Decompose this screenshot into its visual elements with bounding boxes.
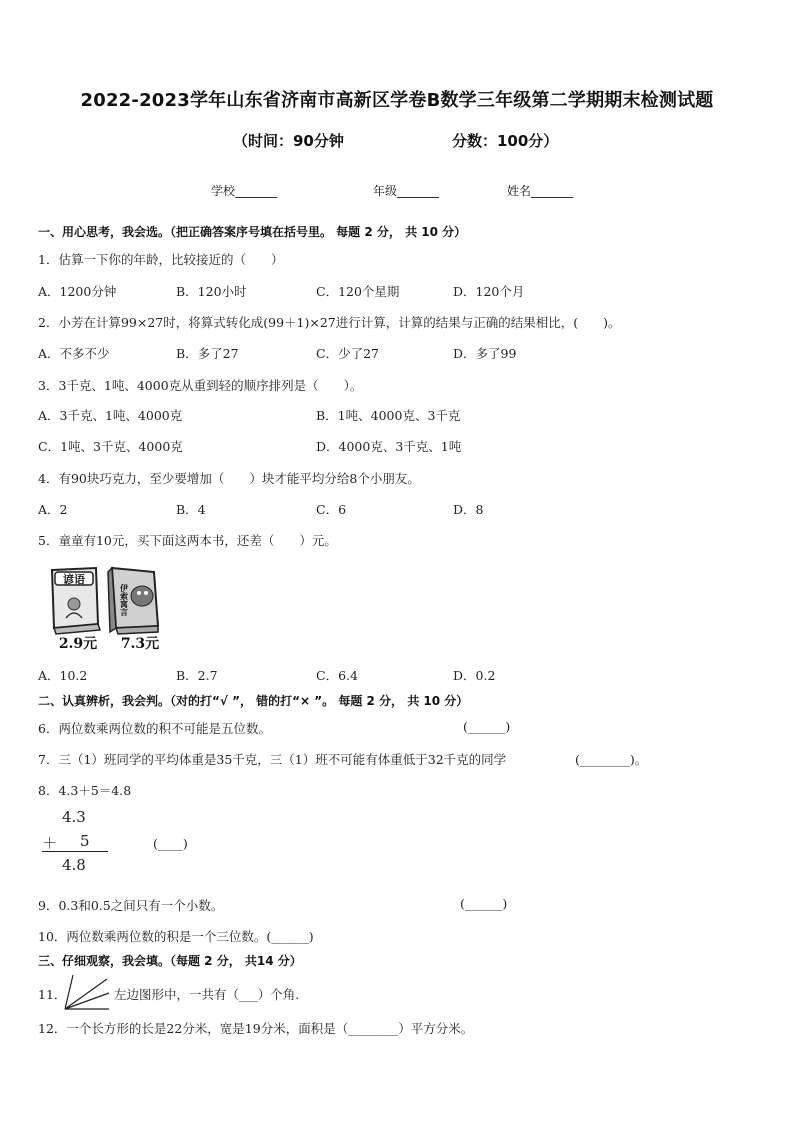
q2-option-c[interactable]: C．少了27 [316,346,379,361]
question-6: 6．两位数乘两位数的积不可能是五位数。 [38,721,271,736]
q3-option-a[interactable]: A．3千克、1吨、4000克 [38,408,183,423]
q1-option-d[interactable]: D．120个月 [453,284,525,299]
book-proverbs-icon [52,568,100,634]
question-4: 4．有90块巧克力，至少要增加（ ）块才能平均分给8个小朋友。 [38,471,420,486]
q3-option-d[interactable]: D．4000克、3千克、1吨 [316,439,462,454]
vertical-calc-addend: 5 [80,832,90,850]
q5-option-c[interactable]: C．6.4 [316,668,358,683]
q8-answer-blank[interactable]: (____) [153,836,188,851]
question-8: 8．4.3＋5＝4.8 [38,783,132,798]
question-12: 12．一个长方形的长是22分米，宽是19分米，面积是（________）平方分米。 [38,1021,474,1036]
book2-title: 伊索寓言 [119,584,129,616]
question-10: 10．两位数乘两位数的积是一个三位数。(______) [38,929,314,944]
q2-option-d[interactable]: D．多了99 [453,346,517,361]
question-9: 9．0.3和0.5之间只有一个小数。 [38,898,224,913]
question-7: 7．三（1）班同学的平均体重是35千克，三（1）班不可能有体重低于32千克的同学 [38,752,507,767]
q2-option-a[interactable]: A．不多不少 [38,346,110,361]
grade-field[interactable]: 年级_______ [373,184,440,198]
q6-answer-blank[interactable]: (______) [463,719,511,734]
name-field[interactable]: 姓名_______ [507,184,574,198]
book1-price: 2.9元 [58,636,98,650]
q1-option-a[interactable]: A．1200分钟 [38,284,117,299]
q4-option-a[interactable]: A．2 [38,502,68,517]
question-3: 3．3千克、1吨、4000克从重到轻的顺序排列是（ ）。 [38,378,363,393]
q7-answer-blank[interactable]: (________)。 [575,752,648,767]
books-illustration [46,562,166,650]
vertical-calc-top: 4.3 [62,808,86,826]
school-field[interactable]: 学校_______ [211,184,278,198]
question-5: 5．童童有10元，买下面这两本书，还差（ ）元。 [38,533,337,548]
vertical-calc-line [42,851,108,852]
book-aesop-icon [108,568,158,634]
question-11: 左边图形中，一共有（___）个角. [114,987,300,1002]
q5-option-a[interactable]: A．10.2 [38,668,88,683]
question-11-number: 11． [38,987,67,1002]
book1-title: 谚语 [63,573,85,586]
angles-figure-icon [63,973,111,1011]
section-2-heading: 二、认真辨析，我会判。（对的打“√ ”， 错的打“× ”。 每题 2 分， 共 10 分） [38,694,469,708]
exam-score: 分数：100分） [452,132,559,150]
q3-option-c[interactable]: C．1吨、3千克、4000克 [38,439,183,454]
q1-option-b[interactable]: B．120小时 [176,284,247,299]
section-3-heading: 三、仔细观察，我会填。（每题 2 分， 共14 分） [38,954,302,968]
question-2: 2．小芳在计算99×27时，将算式转化成(99＋1)×27进行计算，计算的结果与正确的结果相比，( )。 [38,315,621,330]
section-1-heading: 一、用心思考，我会选。（把正确答案序号填在括号里。 每题 2 分， 共 10 分） [38,225,467,239]
vertical-calc-plus: ＋ [42,834,58,852]
page-title: 2022-2023学年山东省济南市高新区学卷B数学三年级第二学期期末检测试题 [80,90,714,111]
q5-option-b[interactable]: B．2.7 [176,668,218,683]
book2-price: 7.3元 [120,636,160,650]
question-1: 1．估算一下你的年龄，比较接近的（ ） [38,252,284,267]
q4-option-b[interactable]: B．4 [176,502,206,517]
q2-option-b[interactable]: B．多了27 [176,346,239,361]
exam-time: （时间：90分钟 [233,132,344,150]
q4-option-d[interactable]: D．8 [453,502,484,517]
q4-option-c[interactable]: C．6 [316,502,347,517]
q3-option-b[interactable]: B．1吨、4000克、3千克 [316,408,461,423]
q1-option-c[interactable]: C．120个星期 [316,284,400,299]
q9-answer-blank[interactable]: (______) [460,896,508,911]
vertical-calc-result: 4.8 [62,856,86,874]
q5-option-d[interactable]: D．0.2 [453,668,496,683]
